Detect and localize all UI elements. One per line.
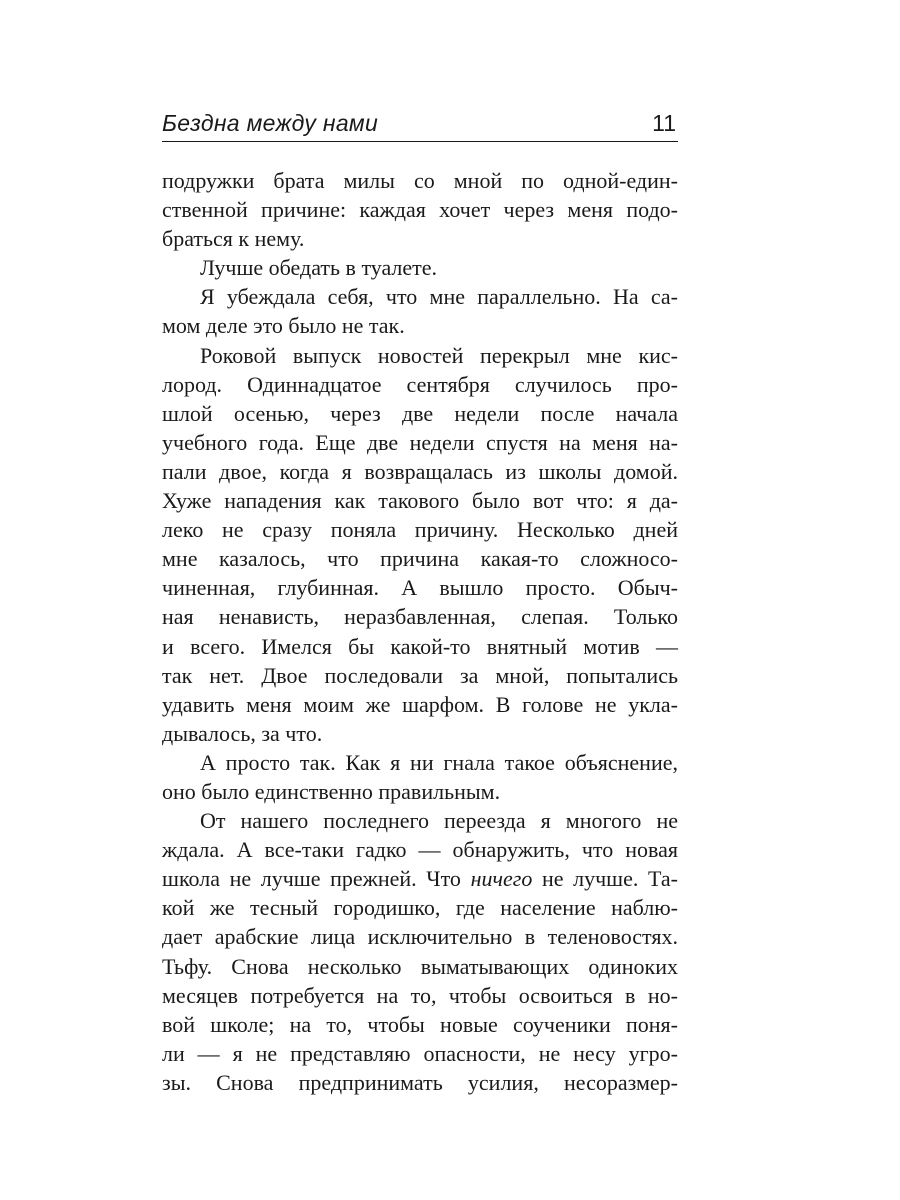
text-line: лород. Одиннадцатое сентября случилось про- — [162, 371, 678, 397]
text-line: От нашего последнего переезда я многого не — [200, 808, 678, 834]
text-line: леко не сразу поняла причину. Несколько дней — [162, 517, 678, 543]
text-line: и всего. Имелся бы какой-то внятный мотив — — [162, 633, 678, 659]
paragraph — [162, 166, 678, 253]
text-line: Я убеждала себя, что мне параллельно. На са- — [200, 284, 678, 310]
text-body — [162, 166, 678, 1097]
text-line: дывалось, за что. — [162, 720, 323, 746]
running-header — [162, 100, 678, 142]
text-line: подружки брата милы со мной по одной-един- — [162, 168, 678, 193]
text-line: удавить меня моим же шарфом. В голове не укла- — [162, 691, 678, 717]
text-line: месяцев потребуется на то, чтобы освоиться в но- — [162, 982, 678, 1008]
paragraph — [162, 748, 678, 806]
text-line: мом деле это было не так. — [162, 313, 405, 339]
text-line: пали двое, когда я возвращалась из школы домой. — [162, 458, 678, 484]
paragraph — [162, 282, 678, 340]
text-line: Хуже нападения как такового было вот что: я да- — [162, 488, 678, 514]
text-line: оно было единственно правильным. — [162, 778, 501, 804]
paragraph — [162, 253, 678, 282]
text-line: ждала. А все-таки гадко — обнаружить, что новая — [162, 837, 678, 863]
paragraph — [162, 341, 678, 748]
text-line: вой школе; на то, чтобы новые соученики поня- — [162, 1011, 678, 1037]
text-line: ли — я не представляю опасности, не несу угро- — [162, 1040, 678, 1066]
text-line: ственной причине: каждая хочет через меня подо- — [162, 197, 678, 223]
paragraph — [162, 806, 678, 1097]
emphasis: ничего — [470, 866, 533, 892]
text-line: мне казалось, что причина какая-то сложносо- — [162, 546, 678, 572]
running-title: Бездна между нами — [162, 110, 379, 136]
text-line: зы. Снова предпринимать усилия, несоразмер- — [162, 1069, 678, 1095]
text-line: Роковой выпуск новостей перекрыл мне кис- — [200, 342, 678, 368]
page-number: 11 — [652, 110, 676, 136]
text-line: кой же тесный городишко, где население наблю- — [162, 895, 678, 921]
book-page — [162, 100, 678, 1097]
text-line: чиненная, глубинная. А вышло просто. Обыч- — [162, 575, 678, 601]
text-line: школа не лучше прежней. Что ничего не лучше. Та- — [162, 866, 678, 892]
text-line: так нет. Двое последовали за мной, попытались — [162, 662, 678, 688]
text-line: шлой осенью, через две недели после начала — [162, 400, 678, 426]
text-line: Лучше обедать в туалете. — [200, 255, 438, 281]
text-line: Тьфу. Снова несколько выматывающих одиноких — [162, 953, 678, 979]
text-line: ная ненависть, неразбавленная, слепая. Только — [162, 604, 678, 630]
text-line: учебного года. Еще две недели спустя на меня на- — [162, 429, 678, 455]
text-line: браться к нему. — [162, 226, 305, 252]
text-line: А просто так. Как я ни гнала такое объяснение, — [200, 749, 678, 775]
text-line: дает арабские лица исключительно в теленовостях. — [162, 924, 678, 950]
